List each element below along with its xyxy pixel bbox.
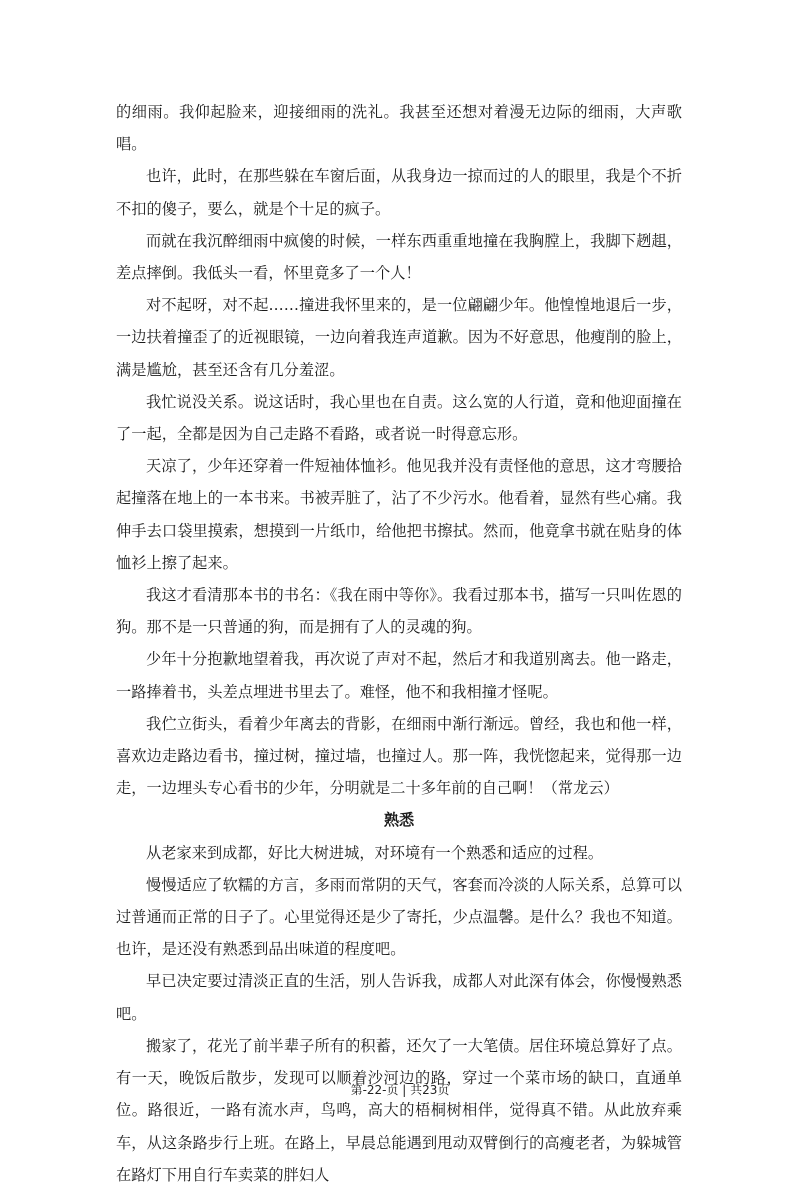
- document-page: [116, 96, 682, 1191]
- paragraph-6: 天凉了，少年还穿着一件短袖体恤衫。他见我并没有责怪他的意思，这才弯腰拾起撞落在地上的一本书来。书被弄脏了，沾了不少污水。他看着，显然有些心痛。我伸手去口袋里摸索，想摸到一片纸巾，给他把书擦拭。然而，他竟拿书就在贴身的体恤衫上擦了起来。: [116, 457, 682, 572]
- paragraph-5: 我忙说没关系。说这话时，我心里也在自责。这么宽的人行道，竟和他迎面撞在了一起，全都是因为自己走路不看路，或者说一时得意忘形。: [116, 392, 682, 444]
- paragraph-8: 少年十分抱歉地望着我，再次说了声对不起，然后才和我道别离去。他一路走，一路捧着书，头差点埋进书里去了。难怪，他不和我相撞才怪呢。: [116, 650, 682, 701]
- section-paragraph-3: 早已决定要过清淡正直的生活，别人告诉我，成都人对此深有体会，你慢慢熟悉吧。: [116, 972, 682, 1023]
- paragraph-9: 我伫立街头，看着少年离去的背影，在细雨中渐行渐远。曾经，我也和他一样，喜欢边走路边看书，撞过树，撞过墙，也撞过人。那一阵，我恍惚起来，觉得那一边走，一边埋头专心看书的少年，分明就是二十多年前的自己啊！（常龙云）: [116, 714, 682, 798]
- section-paragraph-1: 从老家来到成都，好比大树进城，对环境有一个熟悉和适应的过程。: [146, 843, 604, 862]
- section-paragraph-2: 慢慢适应了软糯的方言，多雨而常阴的天气，客套而冷淡的人际关系，总算可以过普通而正常的日子了。心里觉得还是少了寄托，少点温馨。是什么？我也不知道。也许，是还没有熟悉到品出味道的程度吧。: [116, 875, 682, 959]
- section-title: 熟悉: [383, 811, 415, 830]
- paragraph-2: 也许，此时，在那些躲在车窗后面，从我身边一掠而过的人的眼里，我是个不折不扣的傻子，要么，就是个十足的疯子。: [116, 167, 682, 218]
- paragraph-7: 我这才看清那本书的书名：《我在雨中等你》。我看过那本书，描写一只叫佐恩的狗。那不是一只普通的狗，而是拥有了人的灵魂的狗。: [116, 586, 682, 637]
- paragraph-3: 而就在我沉醉细雨中疯傻的时候，一样东西重重地撞在我胸膛上，我脚下趔趄，差点摔倒。我低头一看，怀里竟多了一个人！: [116, 231, 682, 283]
- paragraph-1: 的细雨。我仰起脸来，迎接细雨的洗礼。我甚至还想对着漫无边际的细雨，大声歌唱。: [116, 103, 682, 154]
- paragraph-4: 对不起呀，对不起……撞进我怀里来的，是一位翩翩少年。他惶惶地退后一步，一边扶着撞歪了的近视眼镜，一边向着我连声道歉。因为不好意思，他瘦削的脸上，满是尴尬，甚至还含有几分羞涩。: [116, 296, 682, 379]
- section-paragraph-4: 搬家了，花光了前半辈子所有的积蓄，还欠了一大笔债。居住环境总算好了点。有一天，晚饭后散步，发现可以顺着沙河边的路，穿过一个菜市场的缺口，直通单位。路很近，一路有流水声，鸟鸣，高大的梧桐树相伴，觉得真不错。从此放弃乘车，从这条路步行上班。在路上，早晨总能遇到甩动双臂倒行的高瘦老者，为躲城管在路灯下用自行车卖菜的胖妇人: [116, 1036, 682, 1184]
- page-footer: [0, 1081, 800, 1098]
- page-number: 第-22-页 | 共23页: [350, 1083, 450, 1097]
